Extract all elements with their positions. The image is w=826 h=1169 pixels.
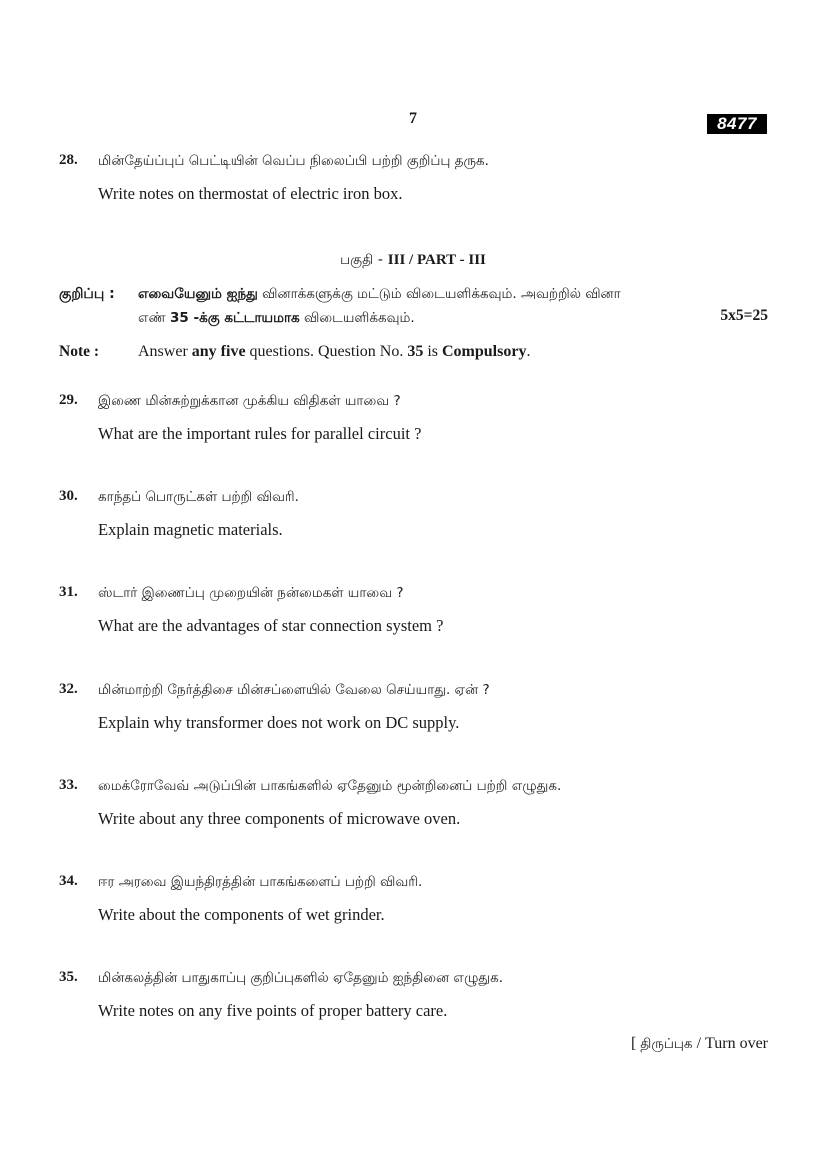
note-segment: Answer (138, 343, 192, 360)
tamil-note-line-1 (138, 286, 621, 304)
note-segment: is (423, 343, 442, 360)
question-text-tamil: மின்கலத்தின் பாதுகாப்பு குறிப்புகளில் ஏதேனும் ஐந்தினை எழுதுக. (98, 970, 504, 986)
question-text-english: Write about any three components of microwave oven. (98, 809, 461, 828)
question-text-tamil: காந்தப் பொருட்கள் பற்றி விவரி. (98, 489, 299, 505)
tamil-note-text: வினாக்களுக்கு மட்டும் விடையளிக்கவும். அவற்றில் வினா (257, 286, 621, 302)
paper-code-badge: 8477 (707, 114, 767, 134)
question-text-tamil: ஸ்டார் இணைப்பு முறையின் நன்மைகள் யாவை ? (98, 585, 404, 601)
question-text-english: What are the advantages of star connection system ? (98, 616, 444, 635)
question-text-english: Write about the components of wet grinder. (98, 905, 385, 924)
note-segment: questions. Question No. (245, 343, 408, 360)
question-number: 30. (59, 488, 78, 504)
question-text-english: Write notes on thermostat of electric iron box. (98, 184, 403, 203)
question-text-english: Explain why transformer does not work on DC supply. (98, 713, 460, 732)
tamil-note-emphasis: எவையேனும் ஐந்து (138, 286, 258, 302)
turn-over-separator: / (692, 1035, 706, 1052)
question-number: 29. (59, 392, 78, 408)
part-heading-separator: - (373, 250, 388, 268)
note-emphasis: Compulsory (442, 343, 527, 360)
page-number: 7 (409, 110, 417, 127)
part-heading-tamil: பகுதி (340, 252, 374, 268)
turn-over-note (500, 1033, 768, 1054)
question-number: 32. (59, 681, 78, 697)
tamil-note-text: எண் (138, 310, 171, 326)
marks-allocation: 5x5=25 (720, 307, 768, 324)
tamil-note-line-2 (138, 310, 415, 328)
question-text-english: Write notes on any five points of proper battery care. (98, 1001, 448, 1020)
question-text-english: Explain magnetic materials. (98, 520, 283, 539)
question-text-tamil: இணை மின்சுற்றுக்கான முக்கிய விதிகள் யாவை ? (98, 393, 401, 409)
question-text-tamil: மின்தேய்ப்புப் பெட்டியின் வெப்ப நிலைப்பி பற்றி குறிப்பு தருக. (98, 153, 489, 169)
note-emphasis: 35 (407, 343, 424, 360)
question-text-tamil: ஈர அரவை இயந்திரத்தின் பாகங்களைப் பற்றி விவரி. (98, 874, 423, 890)
question-number: 35. (59, 969, 78, 985)
note-text (138, 343, 530, 361)
question-text-english: What are the important rules for parallel circuit ? (98, 424, 422, 443)
question-number: 34. (59, 873, 78, 889)
tamil-note-text: விடையளிக்கவும். (299, 310, 415, 326)
turn-over-english: Turn over (705, 1035, 768, 1052)
note-segment: . (526, 343, 531, 360)
question-text-tamil: மின்மாற்றி நேர்த்திசை மின்சப்ளையில் வேலை செய்யாது. ஏன் ? (98, 682, 490, 698)
note-emphasis: any five (191, 343, 246, 360)
tamil-note-emphasis: 35 -க்கு கட்டாயமாக (170, 310, 300, 326)
tamil-note-label: குறிப்பு : (59, 286, 115, 302)
question-number: 31. (59, 584, 78, 600)
part-heading (0, 250, 826, 270)
note-label: Note : (59, 343, 100, 360)
turn-over-tamil: திருப்புக (640, 1036, 693, 1052)
question-number: 28. (59, 152, 78, 168)
question-text-tamil: மைக்ரோவேவ் அடுப்பின் பாகங்களில் ஏதேனும் மூன்றினைப் பற்றி எழுதுக. (98, 778, 562, 794)
part-heading-english: III / PART - III (387, 252, 486, 268)
turn-over-bracket: [ (630, 1035, 641, 1052)
question-number: 33. (59, 777, 78, 793)
